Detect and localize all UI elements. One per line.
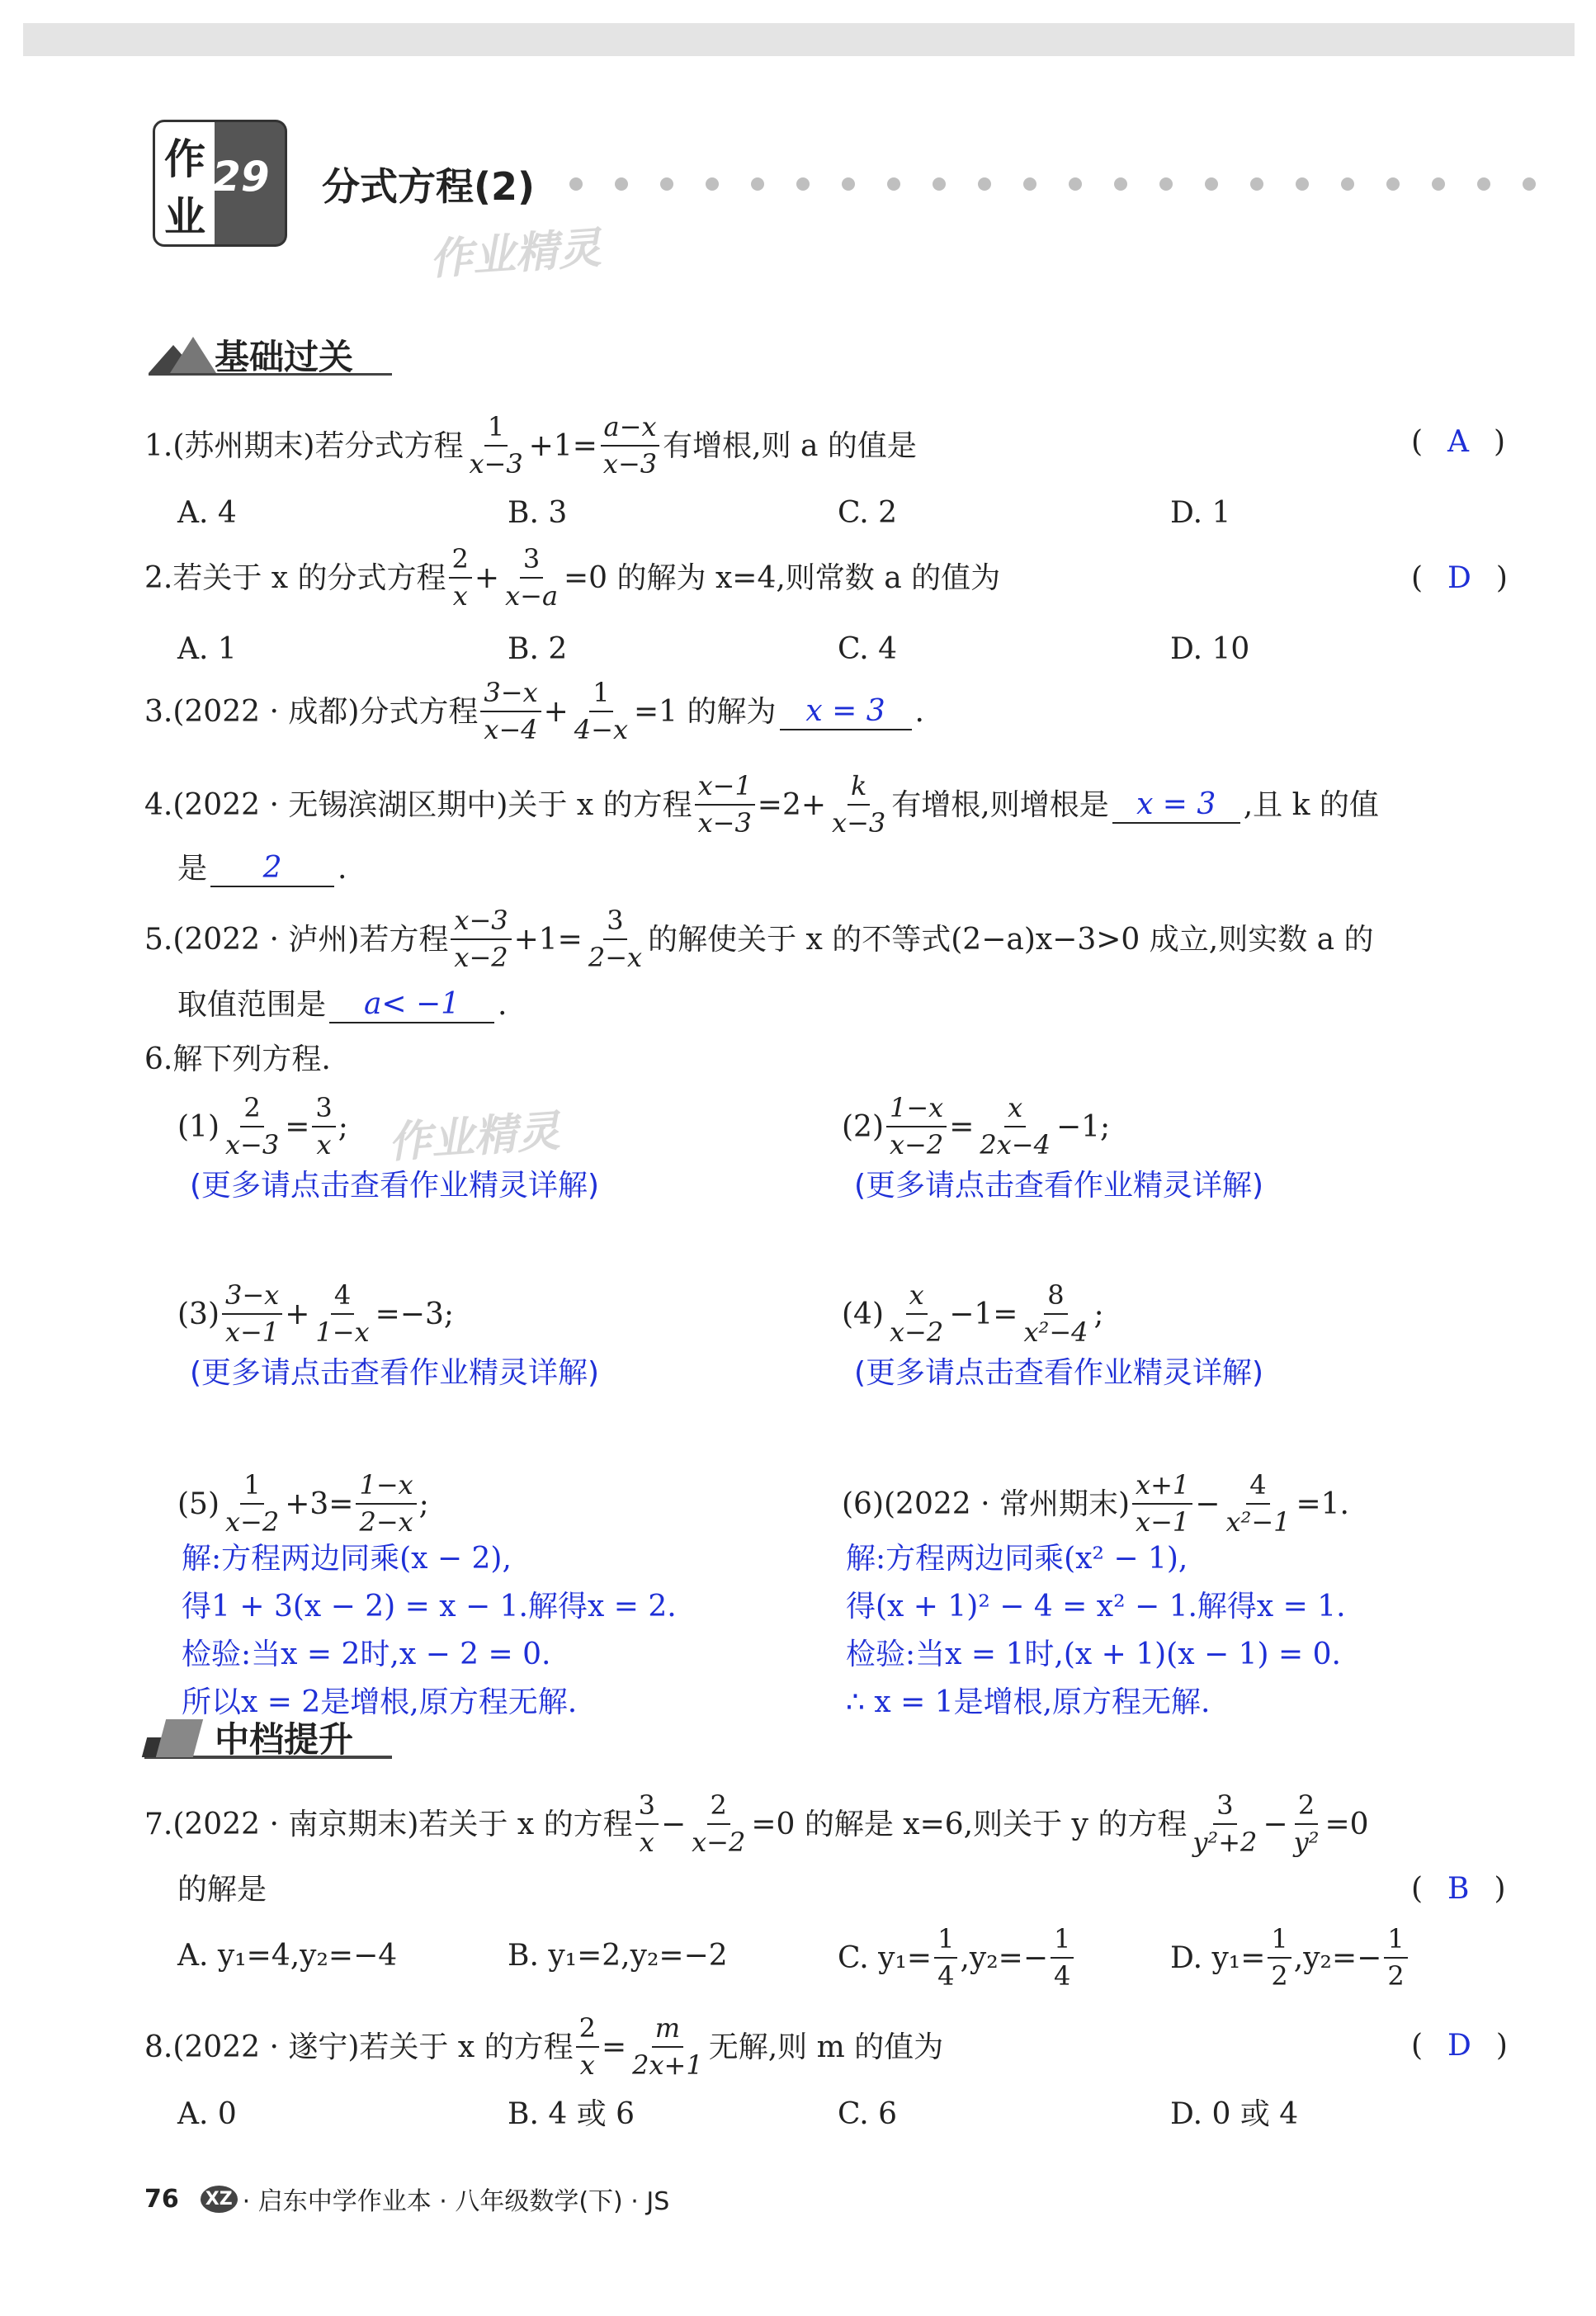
title-dot bbox=[842, 177, 855, 191]
q2-answer-paren: ( D ) bbox=[1411, 561, 1508, 595]
q1-frac1: $\frac{1}{x-3}$ bbox=[469, 411, 523, 480]
q1-option-b: B. 3 bbox=[508, 496, 568, 530]
title-dot bbox=[569, 177, 583, 191]
q6-part6-solution: 解:方程两边同乘(x² − 1), 得(x + 1)² − 4 = x² − 1.解得x = 1. 检验:当x = 1时,(x + 1)(x − 1) = 0. ∴ x = 1是增根,原方程无解. bbox=[846, 1542, 1346, 1719]
q1-answer: A bbox=[1447, 425, 1470, 459]
title-dot bbox=[751, 177, 764, 191]
q5-answer: a< −1 bbox=[329, 986, 494, 1023]
badge-top-char: 作 bbox=[164, 135, 205, 183]
q2-answer: D bbox=[1447, 561, 1471, 595]
q1-option-d: D. 1 bbox=[1170, 496, 1231, 530]
section-basic-title: 基础过关 bbox=[215, 337, 354, 377]
title-dot bbox=[1341, 177, 1354, 191]
q4-line2: 是 2 . bbox=[177, 850, 347, 887]
q2-option-c: C. 4 bbox=[838, 632, 898, 666]
q3-frac2: $\frac{1}{4-x}$ bbox=[574, 677, 628, 746]
title-dots bbox=[569, 177, 1576, 194]
watermark-2: 作业精灵 bbox=[386, 1106, 562, 1169]
q3-frac1: $\frac{3-x}{x-4}$ bbox=[480, 678, 541, 744]
q6-part2: (2) $\frac{1-x}{x-2}$ = $\frac{x}{2x-4}$ −1; bbox=[842, 1092, 1111, 1161]
q7-answer-paren: ( B ) bbox=[1411, 1872, 1506, 1906]
q1-option-c: C. 2 bbox=[838, 496, 898, 530]
q7-line2: 的解是 bbox=[177, 1873, 267, 1907]
title-dot bbox=[1386, 177, 1400, 191]
q1-frac2: $\frac{a-x}{x-3}$ bbox=[600, 413, 660, 479]
top-band bbox=[23, 23, 1575, 56]
q2-frac1: $\frac{2}{x}$ bbox=[449, 545, 472, 611]
title-dot bbox=[887, 177, 900, 191]
footer bbox=[144, 2181, 669, 2217]
q5-line2: 取值范围是 a< −1 . bbox=[177, 986, 507, 1023]
title-dot bbox=[1296, 177, 1309, 191]
section-mid-title: 中档提升 bbox=[215, 1719, 354, 1760]
q5-frac2: $\frac{3}{2-x}$ bbox=[588, 905, 643, 974]
q6-part6: (6)(2022 · 常州期末) $\frac{x+1}{x-1}$ − $\frac{4}{\text{x²−1}}$ =1. bbox=[842, 1469, 1349, 1538]
title-dot bbox=[1477, 177, 1490, 191]
title-dot bbox=[1523, 177, 1536, 191]
q8-option-b: B. 4 或 6 bbox=[508, 2097, 635, 2131]
page-title: 分式方程(2) bbox=[322, 164, 536, 209]
title-dot bbox=[1159, 177, 1173, 191]
q6-part5-solution: 解:方程两边同乘(x − 2), 得1 + 3(x − 2) = x − 1.解得x = 2. 检验:当x = 2时,x − 2 = 0. 所以x = 2是增根,原方程无解. bbox=[182, 1542, 677, 1719]
badge-number: 29 bbox=[212, 153, 270, 201]
q3-answer: x = 3 bbox=[780, 693, 912, 730]
title-dot bbox=[933, 177, 946, 191]
q3-stem: 3.(2022 · 成都)分式方程 $\frac{3-x}{x-4}$ + $\frac{1}{4-x}$ =1 的解为 x = 3 . bbox=[144, 677, 924, 746]
q4-answer1: x = 3 bbox=[1112, 787, 1240, 824]
title-dot bbox=[1205, 177, 1218, 191]
title-dot bbox=[1432, 177, 1445, 191]
title-dot bbox=[706, 177, 719, 191]
q8-option-c: C. 6 bbox=[838, 2097, 898, 2131]
q7-option-c: C. y₁= $\frac{1}{4}$ ,y₂=− $\frac{1}{4}$ bbox=[838, 1925, 1076, 1991]
title-dot bbox=[1023, 177, 1036, 191]
q6-part2-more-link[interactable]: (更多请点击查看作业精灵详解) bbox=[854, 1169, 1264, 1203]
q7-option-d: D. y₁= $\frac{1}{2}$ ,y₂=− $\frac{1}{2}$ bbox=[1170, 1925, 1410, 1991]
q6-part5: (5) $\frac{1}{x-2}$ +3= $\frac{1-x}{2-x}$ ; bbox=[177, 1469, 429, 1538]
q6-part4: (4) $\frac{x}{x-2}$ −1= $\frac{8}{\text{x²−4}}$ ; bbox=[842, 1279, 1104, 1349]
title-dot bbox=[1250, 177, 1263, 191]
q7-option-b: B. y₁=2,y₂=−2 bbox=[508, 1939, 728, 1973]
watermark: 作业精灵 bbox=[427, 223, 603, 286]
q1-option-a: A. 4 bbox=[177, 496, 237, 530]
q6-part3-more-link[interactable]: (更多请点击查看作业精灵详解) bbox=[190, 1356, 600, 1390]
q7-stem: 7.(2022 · 南京期末)若关于 x 的方程 $\frac{3}{x}$ − $\frac{2}{x-2}$ =0 的解是 x=6,则关于 y 的方程 $\frac{3}{\text{y²+2}}$ − $\frac{2}{\text{y²}}$ =0 bbox=[144, 1789, 1369, 1859]
q5-stem: 5.(2022 · 泸州)若方程 $\frac{x-3}{x-2}$ +1= $\frac{3}{2-x}$ 的解使关于 x 的不等式(2−a)x−3>0 成立,则实数 a 的 bbox=[144, 905, 1374, 974]
q8-stem: 8.(2022 · 遂宁)若关于 x 的方程 $\frac{2}{x}$ = $\frac{m}{2x+1}$ 无解,则 m 的值为 bbox=[144, 2012, 944, 2082]
q1-answer-paren: ( A ) bbox=[1411, 425, 1506, 459]
title-dot bbox=[796, 177, 810, 191]
q8-option-a: A. 0 bbox=[177, 2097, 237, 2131]
footer-text: · 启东中学作业本 · 八年级数学(下) · JS bbox=[242, 2187, 670, 2216]
q8-answer: D bbox=[1447, 2029, 1471, 2063]
title-dot bbox=[1069, 177, 1082, 191]
q4-frac1: $\frac{x-1}{x-3}$ bbox=[695, 772, 755, 838]
q8-option-d: D. 0 或 4 bbox=[1170, 2097, 1299, 2131]
q5-frac1: $\frac{x-3}{x-2}$ bbox=[451, 906, 511, 972]
q4-answer2: 2 bbox=[210, 850, 334, 887]
q6-title: 6.解下列方程. bbox=[144, 1042, 331, 1076]
q7-option-a: A. y₁=4,y₂=−4 bbox=[177, 1939, 398, 1973]
page-number: 76 bbox=[144, 2184, 179, 2214]
q4-stem: 4.(2022 · 无锡滨湖区期中)关于 x 的方程 $\frac{x-1}{x-3}$ =2+ $\frac{k}{x-3}$ 有增根,则增根是 x = 3 ,且 k 的值 bbox=[144, 770, 1379, 839]
title-dot bbox=[978, 177, 991, 191]
q6-part1-more-link[interactable]: (更多请点击查看作业精灵详解) bbox=[190, 1169, 600, 1203]
q2-stem: 2.若关于 x 的分式方程 $\frac{2}{x}$ + $\frac{3}{x-a}$ =0 的解为 x=4,则常数 a 的值为 bbox=[144, 543, 1001, 612]
q8-answer-paren: ( D ) bbox=[1411, 2029, 1508, 2063]
title-dot bbox=[1114, 177, 1127, 191]
q2-option-a: A. 1 bbox=[177, 632, 237, 666]
title-dot bbox=[660, 177, 673, 191]
q1-stem: 1.(苏州期末)若分式方程 $\frac{1}{x-3}$ +1= $\frac{a-x}{x-3}$ 有增根,则 a 的值是 bbox=[144, 411, 917, 480]
q2-option-b: B. 2 bbox=[508, 632, 568, 666]
q4-frac2: $\frac{k}{x-3}$ bbox=[832, 770, 886, 839]
q6-part3: (3) $\frac{3-x}{x-1}$ + $\frac{4}{1-x}$ =−3; bbox=[177, 1279, 454, 1349]
title-dot bbox=[615, 177, 628, 191]
badge-bottom-char: 业 bbox=[164, 193, 205, 241]
q6-part1: (1) $\frac{2}{x-3}$ = $\frac{3}{x}$ ; bbox=[177, 1092, 348, 1161]
q2-frac2: $\frac{3}{x-a}$ bbox=[505, 543, 559, 612]
q2-option-d: D. 10 bbox=[1170, 632, 1250, 666]
q6-part4-more-link[interactable]: (更多请点击查看作业精灵详解) bbox=[854, 1356, 1264, 1390]
footer-logo: XZ bbox=[201, 2186, 238, 2213]
assignment-badge bbox=[153, 120, 285, 245]
q7-answer: B bbox=[1447, 1872, 1470, 1906]
